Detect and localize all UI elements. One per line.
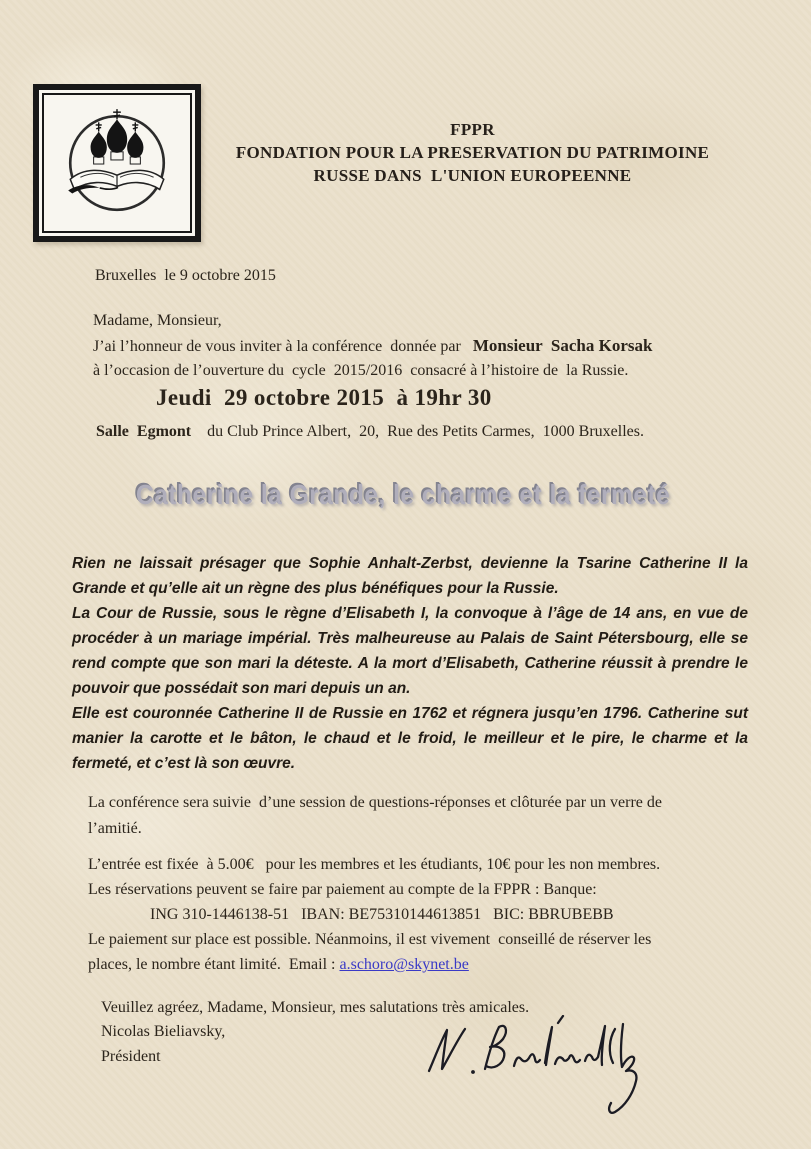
bank-details: ING 310-1446138-51 IBAN: BE75310144613851 BIC: BBRUBEBB	[150, 906, 614, 923]
payment-line-2-text: places, le nombre étant limité. Email :	[88, 956, 340, 973]
valediction: Veuillez agréez, Madame, Monsieur, mes salutations très amicales.	[101, 999, 530, 1016]
signer-title: Président	[101, 1048, 161, 1065]
intro-pre: J’ai l’honneur de vous inviter à la conférence donnée par	[93, 338, 473, 355]
conference-title: Catherine la Grande, le charme et la fermeté	[136, 479, 671, 510]
reservation-line: Les réservations peuvent se faire par paiement au compte de la FPPR : Banque:	[88, 881, 597, 898]
pricing-line: L’entrée est fixée à 5.00€ pour les membres et les étudiants, 10€ pour les non membres.	[88, 856, 661, 873]
payment-line-2	[88, 954, 469, 976]
venue-line	[96, 421, 644, 443]
email-link[interactable]: a.schoro@skynet.be	[339, 956, 469, 973]
intro-line-1	[93, 335, 652, 358]
bio-paragraph: Rien ne laissait présager que Sophie Anhalt-Zerbst, devienne la Tsarine Catherine II la Grande et qu’elle ait un règne des plus bénéfiques pour la Russie.	[72, 555, 748, 597]
speaker-name: Monsieur Sacha Korsak	[472, 336, 653, 355]
venue-name: Salle Egmont	[96, 423, 192, 440]
org-name-line2: RUSSE DANS L'UNION EUROPEENNE	[313, 166, 632, 185]
conference-note-line-1: La conférence sera suivie d’une session de questions-réponses et clôturée par un verre de	[88, 794, 662, 811]
bio-paragraph: La Cour de Russie, sous le règne d’Elisabeth I, la convoque à l’âge de 14 ans, en vue de procéder à un mariage impérial. Très malheureuse au Palais de Saint Pétersbourg, elle se rend compte que son mari la déteste. A la mort d’Elisabeth, Catherine réussit à prendre le pouvoir que possédait son mari depuis un an.	[72, 605, 748, 697]
event-datetime: Jeudi 29 octobre 2015 à 19hr 30	[156, 385, 492, 410]
conference-note-line-2: l’amitié.	[88, 820, 142, 837]
fppr-logo	[33, 84, 201, 242]
signer-name: Nicolas Bieliavsky,	[101, 1023, 226, 1040]
dateline: Bruxelles le 9 octobre 2015	[95, 267, 276, 284]
bio-paragraph: Elle est couronnée Catherine II de Russie en 1762 et régnera jusqu’en 1796. Catherine sut manier la carotte et le bâton, le chaud et le froid, le meilleur et le pire, le charme et la fermeté, et c’est là son œuvre.	[72, 705, 748, 772]
intro-line-2: à l’occasion de l’ouverture du cycle 2015/2016 consacré à l’histoire de la Russie.	[93, 362, 629, 379]
biography-text	[72, 551, 748, 776]
venue-address: du Club Prince Albert, 20, Rue des Petits Carmes, 1000 Bruxelles.	[191, 423, 644, 440]
payment-line-1: Le paiement sur place est possible. Néanmoins, il est vivement conseillé de réserver les	[88, 931, 652, 948]
org-abbr: FPPR	[450, 120, 495, 139]
signature-handwriting	[424, 1015, 664, 1117]
fppr-emblem-icon	[56, 102, 178, 224]
org-header	[185, 118, 760, 187]
org-name-line1: FONDATION POUR LA PRESERVATION DU PATRIMOINE	[235, 143, 710, 162]
salutation: Madame, Monsieur,	[93, 312, 222, 329]
